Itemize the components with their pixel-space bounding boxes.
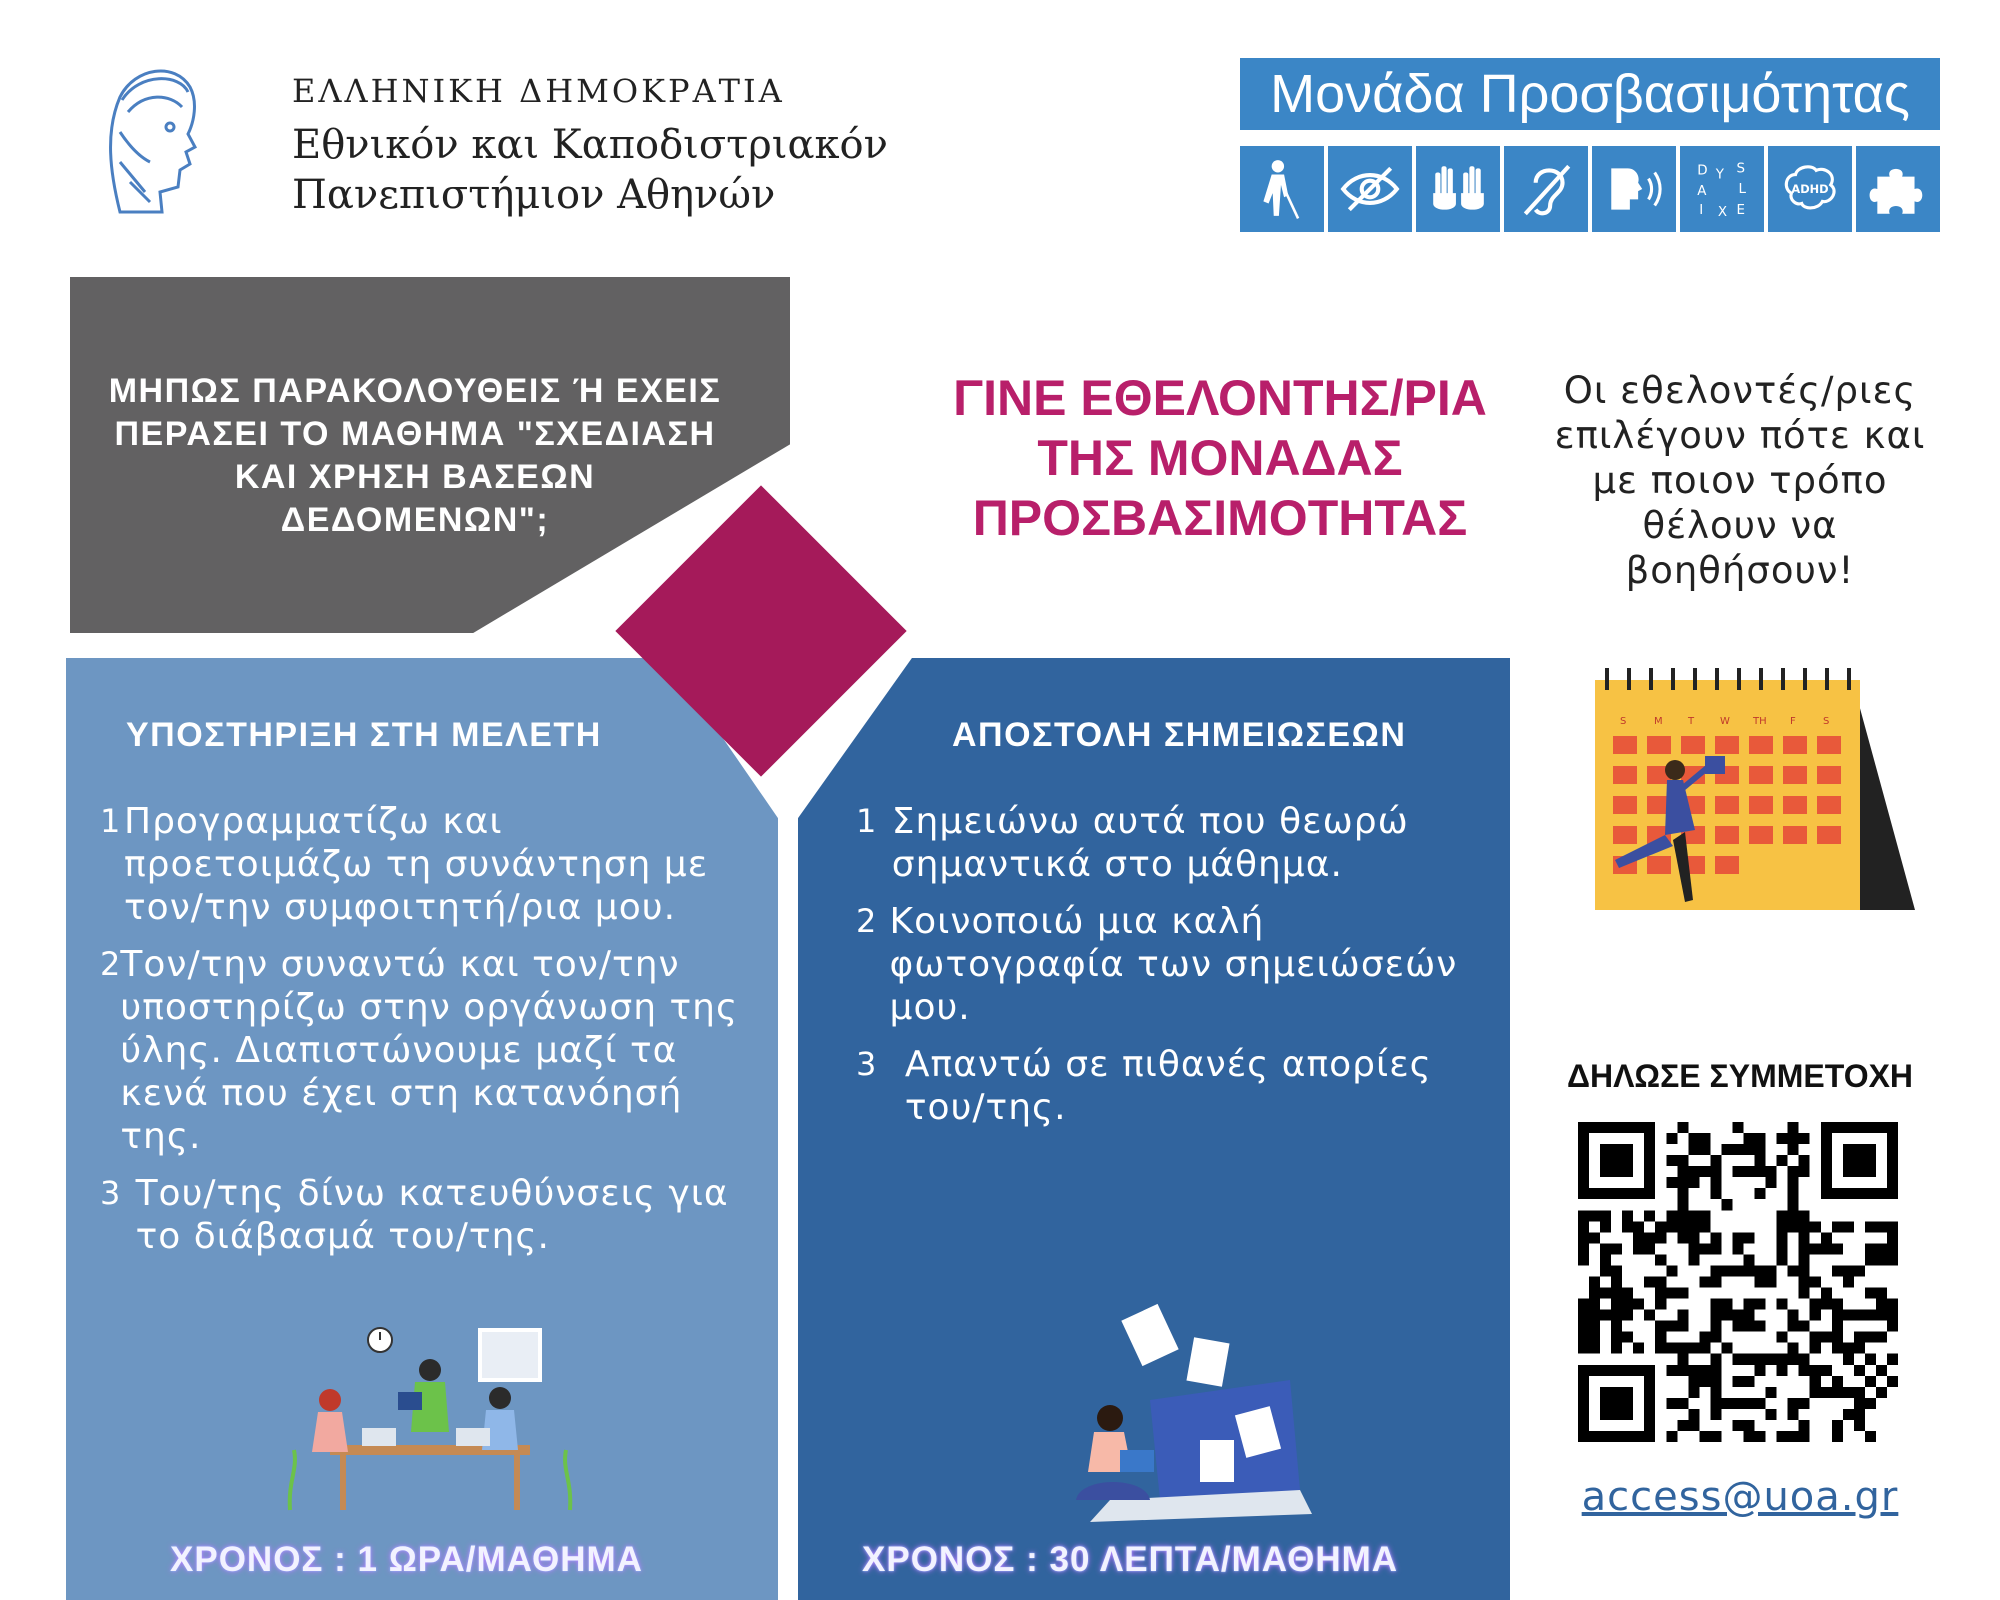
accessibility-unit-title: Μονάδα Προσβασιμότητας	[1240, 58, 1940, 130]
adhd-label: ADHD	[1791, 182, 1829, 197]
headline-line-3: ΠΡΟΣΒΑΣΙΜΟΤΗΤΑΣ	[972, 490, 1468, 546]
volunteer-choice-note: Οι εθελοντές/ριες επιλέγουν πότε και με ποιον τρόπο θέλουν να βοηθήσουν!	[1554, 369, 1926, 592]
dyslexia-letter: L	[1738, 182, 1747, 198]
notes-sending-title: ΑΠΟΣΤΟΛΗ ΣΗΜΕΙΩΣΕΩΝ	[952, 716, 1407, 754]
list-item	[100, 943, 740, 1158]
calendar-cell	[1613, 796, 1637, 814]
study-support-time: ΧΡΟΝΟΣ : 1 ΩΡΑ/ΜΑΘΗΜΑ	[170, 1540, 643, 1579]
notes-laptop-illustration-icon	[1050, 1300, 1320, 1530]
calendar-cell	[1613, 766, 1637, 784]
calendar-cell	[1681, 736, 1705, 754]
list-item	[856, 800, 1476, 886]
dyslexia-letter: Y	[1715, 167, 1725, 183]
list-item-number: 3	[856, 1045, 877, 1083]
dyslexia-letter: S	[1736, 161, 1745, 177]
dyslexia-letter: A	[1697, 184, 1707, 200]
list-item-number: 2	[856, 902, 877, 940]
list-item-text: Κοινοποιώ μια καλή φωτογραφία των σημειώσεών μου.	[889, 901, 1458, 1028]
calendar-cell	[1715, 736, 1739, 754]
list-item-number: 3	[100, 1174, 121, 1212]
notes-sending-list	[856, 800, 1476, 1143]
puzzle-autism-icon	[1856, 146, 1940, 232]
sign-language-hands-icon	[1416, 146, 1500, 232]
calendar-cell	[1613, 826, 1637, 844]
calendar-cell	[1749, 766, 1773, 784]
headline-line-2: ΤΗΣ ΜΟΝΑΔΑΣ	[1037, 430, 1403, 486]
athena-logo-icon	[90, 52, 210, 222]
calendar-cell	[1817, 796, 1841, 814]
study-support-list	[100, 800, 740, 1272]
calendar-cell	[1647, 856, 1671, 874]
calendar-day: W	[1720, 716, 1730, 727]
calendar-cell	[1783, 826, 1807, 844]
calendar-cell	[1715, 856, 1739, 874]
list-item	[100, 1172, 740, 1258]
calendar-day: S	[1823, 716, 1830, 727]
calendar-cell	[1715, 796, 1739, 814]
calendar-illustration-icon	[1555, 660, 1925, 940]
calendar-cell	[1749, 736, 1773, 754]
calendar-cell	[1783, 736, 1807, 754]
list-item	[856, 900, 1476, 1029]
hearing-impaired-ear-icon	[1504, 146, 1588, 232]
calendar-cell	[1817, 826, 1841, 844]
dyslexia-letter: X	[1717, 204, 1728, 220]
list-item-text: Προγραμματίζω και προετοιμάζω τη συνάντηση με τον/την συμφοιτητή/ρια μου.	[124, 801, 709, 928]
calendar-cell	[1647, 736, 1671, 754]
calendar-cell	[1783, 766, 1807, 784]
notes-sending-time: ΧΡΟΝΟΣ : 30 ΛΕΠΤΑ/ΜΑΘΗΜΑ	[862, 1540, 1399, 1579]
contact-email-link[interactable]: access@uoa.gr	[1581, 1474, 1899, 1520]
calendar-day: F	[1790, 716, 1796, 727]
headline-line-1: ΓΙΝΕ ΕΘΕΛΟΝΤΗΣ/ΡΙΑ	[953, 370, 1487, 426]
dyslexia-letters-icon	[1680, 146, 1764, 232]
dyslexia-letter: E	[1736, 202, 1745, 218]
calendar-cell	[1817, 736, 1841, 754]
list-item-number: 2	[100, 945, 121, 983]
list-item	[856, 1043, 1476, 1129]
calendar-day: TH	[1753, 716, 1767, 727]
list-item-text: Τον/την συναντώ και τον/την υποστηρίζω στην οργάνωση της ύλης. Διαπιστώνουμε μαζί τα κενά που έχει στη κατανόησή της.	[120, 944, 739, 1157]
blind-person-icon	[1240, 146, 1324, 232]
register-label: ΔΗΛΩΣΕ ΣΥΜΜΕΤΟΧΗ	[1566, 1058, 1914, 1094]
calendar-cell	[1749, 796, 1773, 814]
list-item-number: 1	[856, 802, 877, 840]
university-line-1: Εθνικόν και Καποδιστριακόν	[292, 122, 888, 168]
adhd-brain-icon	[1768, 146, 1852, 232]
study-group-illustration-icon	[270, 1310, 590, 1520]
list-item-text: Του/της δίνω κατευθύνσεις για το διάβασμά του/της.	[135, 1173, 729, 1257]
calendar-day: M	[1654, 716, 1663, 727]
calendar-cell	[1715, 826, 1739, 844]
university-line-2: Πανεπιστήμιον Αθηνών	[292, 172, 776, 218]
calendar-cell	[1613, 736, 1637, 754]
dyslexia-letter: D	[1697, 163, 1708, 179]
calendar-cell	[1749, 826, 1773, 844]
course-question: ΜΗΠΩΣ ΠΑΡΑΚΟΛΟΥΘΕΙΣ Ή ΕΧΕΙΣ ΠΕΡΑΣΕΙ ΤΟ ΜΑΘΗΜΑ "ΣΧΕΔΙΑΣΗ ΚΑΙ ΧΡΗΣΗ ΒΑΣΕΩΝ ΔΕΔΟΜΕΝΩΝ";	[108, 372, 722, 539]
speech-icon	[1592, 146, 1676, 232]
list-item-number: 1	[100, 802, 121, 840]
accessibility-icons-row	[1240, 146, 1940, 232]
list-item	[100, 800, 740, 929]
calendar-cell	[1817, 766, 1841, 784]
list-item-text: Απαντώ σε πιθανές απορίες του/της.	[904, 1044, 1432, 1128]
calendar-day: T	[1688, 716, 1695, 727]
study-support-title: ΥΠΟΣΤΗΡΙΞΗ ΣΤΗ ΜΕΛΕΤΗ	[126, 716, 602, 754]
calendar-cell	[1783, 796, 1807, 814]
low-vision-eye-icon	[1328, 146, 1412, 232]
list-item-text: Σημειώνω αυτά που θεωρώ σημαντικά στο μάθημα.	[891, 801, 1409, 885]
republic-label: ΕΛΛΗΝΙΚΗ ΔΗΜΟΚΡΑΤΙΑ	[292, 72, 785, 110]
university-name	[292, 72, 888, 220]
dyslexia-letter: I	[1699, 202, 1704, 218]
volunteer-headline	[870, 368, 1570, 548]
calendar-day: S	[1620, 716, 1627, 727]
registration-qr-code[interactable]	[1578, 1122, 1898, 1442]
